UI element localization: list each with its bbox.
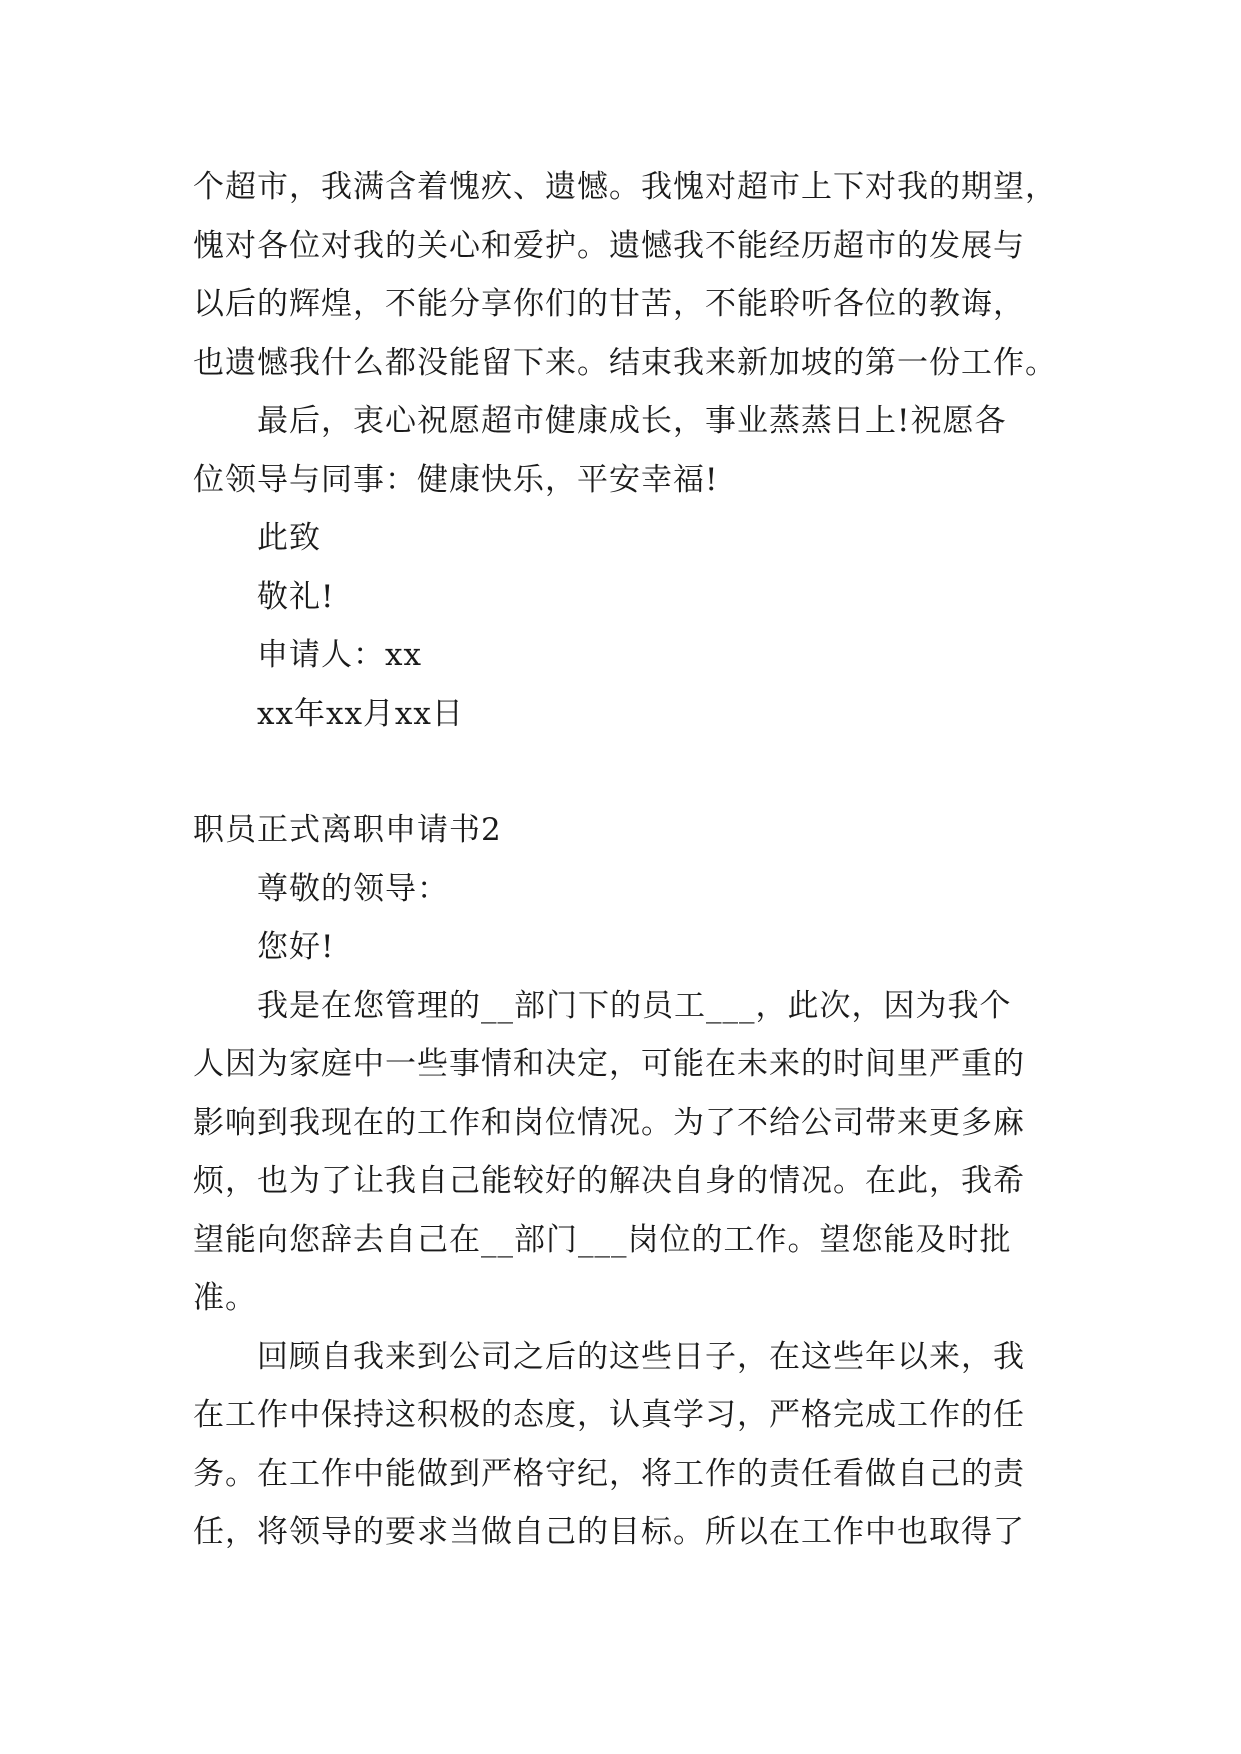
text-line: 在工作中保持这积极的态度，认真学习，严格完成工作的任 bbox=[193, 1397, 1025, 1433]
applicant-line: 申请人：xx bbox=[257, 637, 422, 673]
date-line: xx年xx月xx日 bbox=[257, 695, 464, 732]
text-line: 务。在工作中能做到严格守纪，将工作的责任看做自己的责 bbox=[193, 1455, 1025, 1492]
text-line: 人因为家庭中一些事情和决定，可能在未来的时间里严重的 bbox=[193, 1046, 1025, 1082]
text-line: 我是在您管理的__部门下的员工___，此次，因为我个 bbox=[257, 987, 1012, 1024]
section-title: 职员正式离职申请书2 bbox=[193, 812, 502, 848]
document-body bbox=[193, 158, 1073, 1562]
text-line: 最后，衷心祝愿超市健康成长，事业蒸蒸日上!祝愿各 bbox=[257, 403, 1007, 439]
text-line: 影响到我现在的工作和岗位情况。为了不给公司带来更多麻 bbox=[193, 1104, 1025, 1141]
text-line: 位领导与同事：健康快乐，平安幸福! bbox=[193, 461, 719, 498]
greeting-line: 您好! bbox=[257, 929, 335, 965]
text-line: 准。 bbox=[193, 1280, 257, 1316]
text-line: 愧对各位对我的关心和爱护。遗憾我不能经历超市的发展与 bbox=[193, 227, 1025, 264]
text-line: 望能向您辞去自己在__部门___岗位的工作。望您能及时批 bbox=[193, 1221, 1012, 1258]
text-line: 任，将领导的要求当做自己的目标。所以在工作中也取得了 bbox=[193, 1514, 1025, 1550]
salutation-line: 敬礼! bbox=[257, 578, 335, 615]
section-spacer bbox=[193, 743, 1073, 801]
text-line: 以后的辉煌，不能分享你们的甘苦，不能聆听各位的教诲， bbox=[193, 286, 1025, 322]
text-line: 烦，也为了让我自己能较好的解决自身的情况。在此，我希 bbox=[193, 1163, 1025, 1199]
greeting-line: 尊敬的领导： bbox=[257, 870, 449, 907]
text-line: 个超市，我满含着愧疚、遗憾。我愧对超市上下对我的期望， bbox=[193, 169, 1057, 205]
salutation-line: 此致 bbox=[257, 520, 321, 556]
text-line: 也遗憾我什么都没能留下来。结束我来新加坡的第一份工作。 bbox=[193, 344, 1057, 381]
text-line: 回顾自我来到公司之后的这些日子，在这些年以来，我 bbox=[257, 1338, 1025, 1375]
